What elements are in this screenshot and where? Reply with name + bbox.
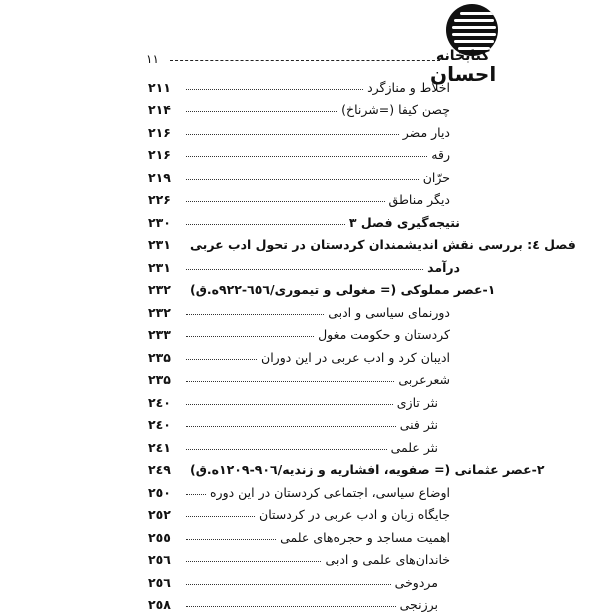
toc-leader-dots (186, 494, 206, 495)
toc-entry (148, 185, 460, 208)
toc-page-number: ۲۳۱ (148, 260, 182, 275)
toc-entry-title: رقه (431, 147, 450, 162)
toc-entry-title: کردستان و حکومت مغول (318, 327, 450, 342)
toc-leader-dots (186, 201, 385, 202)
toc-entry-title: نثر فنی (400, 417, 438, 432)
toc-entry (148, 95, 460, 118)
toc-entry-title: دیار مضر (403, 125, 450, 140)
toc-entry (148, 387, 460, 410)
toc-entry (148, 230, 460, 253)
logo-text-line1: کتابخانه (436, 48, 489, 64)
toc-page-number: ۲٥۸ (148, 597, 182, 612)
toc-leader-dots (186, 224, 345, 225)
toc-page-number: ۲٥٦ (148, 552, 182, 567)
toc-entry (148, 297, 460, 320)
toc-leader-dots (186, 404, 393, 405)
toc-page-number: ۲٥٦ (148, 575, 182, 590)
toc-leader-dots (186, 584, 391, 585)
toc-leader-dots (186, 314, 324, 315)
toc-entry-title: ۱-عصر مملوکی (= مغولی و تیموری/٦٥٦-٩٢٢ه.ق) (190, 282, 495, 297)
toc-entry (148, 522, 460, 545)
toc-entry (148, 477, 460, 500)
toc-entry (148, 432, 460, 455)
toc-entry-title: ادیبان کرد و ادب عربی در این دوران (261, 350, 450, 365)
toc-page-number: ۲۲۶ (148, 192, 182, 207)
toc-leader-dots (186, 381, 394, 382)
toc-leader-dots (186, 449, 387, 450)
toc-entry (148, 342, 460, 365)
toc-page-number: ۲٤۰ (148, 417, 182, 432)
toc-entry (148, 252, 460, 275)
page-number: ۱۱ (146, 52, 159, 66)
toc-entry-title: درآمد (427, 260, 460, 275)
toc-page-number: ۲٤۰ (148, 395, 182, 410)
toc-page-number: ۲٤۱ (148, 440, 182, 455)
toc-leader-dots (186, 561, 321, 562)
toc-entry (148, 72, 460, 95)
toc-entry (148, 410, 460, 433)
toc-leader-dots (186, 269, 423, 270)
toc-leader-dots (186, 111, 337, 112)
toc-entry-title: نثر تازی (397, 395, 438, 410)
toc-entry-title: خاندان‌های علمی و ادبی (325, 552, 450, 567)
toc-page-number: ۲۱۹ (148, 170, 182, 185)
toc-entry-title: اوضاع سیاسی، اجتماعی کردستان در این دوره (210, 485, 450, 500)
toc-leader-dots (186, 606, 396, 607)
toc-leader-dots (186, 426, 396, 427)
toc-entry-title: فصل ٤: بررسی نقش اندیشمندان کردستان در تحول ادب عربی (190, 237, 576, 252)
toc-leader-dots (186, 156, 427, 157)
toc-page-number: ۲۳۲ (148, 282, 182, 297)
table-of-contents (148, 72, 460, 612)
logo-text-line2: احسان (430, 62, 496, 86)
toc-entry-title: مردوخی (395, 575, 438, 590)
toc-entry-title: دیگر مناطق (389, 192, 450, 207)
toc-page-number: ۲٤۹ (148, 462, 182, 477)
toc-page-number: ۲۳۰ (148, 215, 182, 230)
toc-leader-dots (186, 336, 314, 337)
toc-page-number: ۲۱۱ (148, 80, 182, 95)
toc-entry (148, 140, 460, 163)
toc-page-number: ۲۳۱ (148, 237, 182, 252)
toc-leader-dots (186, 89, 363, 90)
toc-page-number: ۲۱۶ (148, 125, 182, 140)
toc-entry (148, 500, 460, 523)
toc-entry (148, 207, 460, 230)
toc-page-number: ۲۳۲ (148, 305, 182, 320)
toc-page-number: ۲٥۲ (148, 507, 182, 522)
toc-page-number: ۲۱۴ (148, 102, 182, 117)
toc-entry (148, 567, 460, 590)
toc-entry (148, 590, 460, 612)
toc-leader-dots (186, 516, 255, 517)
toc-entry-title: جایگاه زبان و ادب عربی در کردستان (259, 507, 450, 522)
toc-page-number: ۲۱۶ (148, 147, 182, 162)
toc-entry (148, 365, 460, 388)
toc-entry-title: ۲-عصر عثمانی (= صفویه، افشاریه و زندیه/٩٠٦-١٢٠٩ه.ق) (190, 462, 544, 477)
toc-page-number: ۲۳۳ (148, 327, 182, 342)
toc-entry-title: اخلاط و منازگرد (367, 80, 450, 95)
toc-entry (148, 117, 460, 140)
toc-leader-dots (186, 539, 276, 540)
header-rule (170, 60, 440, 61)
toc-leader-dots (186, 134, 399, 135)
toc-leader-dots (186, 179, 419, 180)
toc-entry (148, 545, 460, 568)
toc-entry-title: دورنمای سیاسی و ادبی (328, 305, 450, 320)
toc-entry-title: اهمیت مساجد و حجره‌های علمی (280, 530, 450, 545)
toc-entry-title: نثر علمی (391, 440, 438, 455)
toc-entry-title: چصن کیفا (=شرناخ) (341, 102, 450, 117)
toc-page-number: ۲٥٥ (148, 530, 182, 545)
toc-entry-title: حرّان (423, 170, 450, 185)
toc-entry (148, 320, 460, 343)
toc-entry-title: برزنجی (400, 597, 438, 612)
toc-entry (148, 455, 460, 478)
toc-page-number: ۲٥۰ (148, 485, 182, 500)
toc-page-number: ۲۳۵ (148, 350, 182, 365)
toc-page-number: ۲۳۵ (148, 372, 182, 387)
toc-entry (148, 162, 460, 185)
toc-entry-title: نتیجه‌گیری فصل ۳ (349, 215, 460, 230)
toc-entry-title: شعرعربی (398, 372, 450, 387)
toc-leader-dots (186, 359, 257, 360)
toc-entry (148, 275, 460, 298)
